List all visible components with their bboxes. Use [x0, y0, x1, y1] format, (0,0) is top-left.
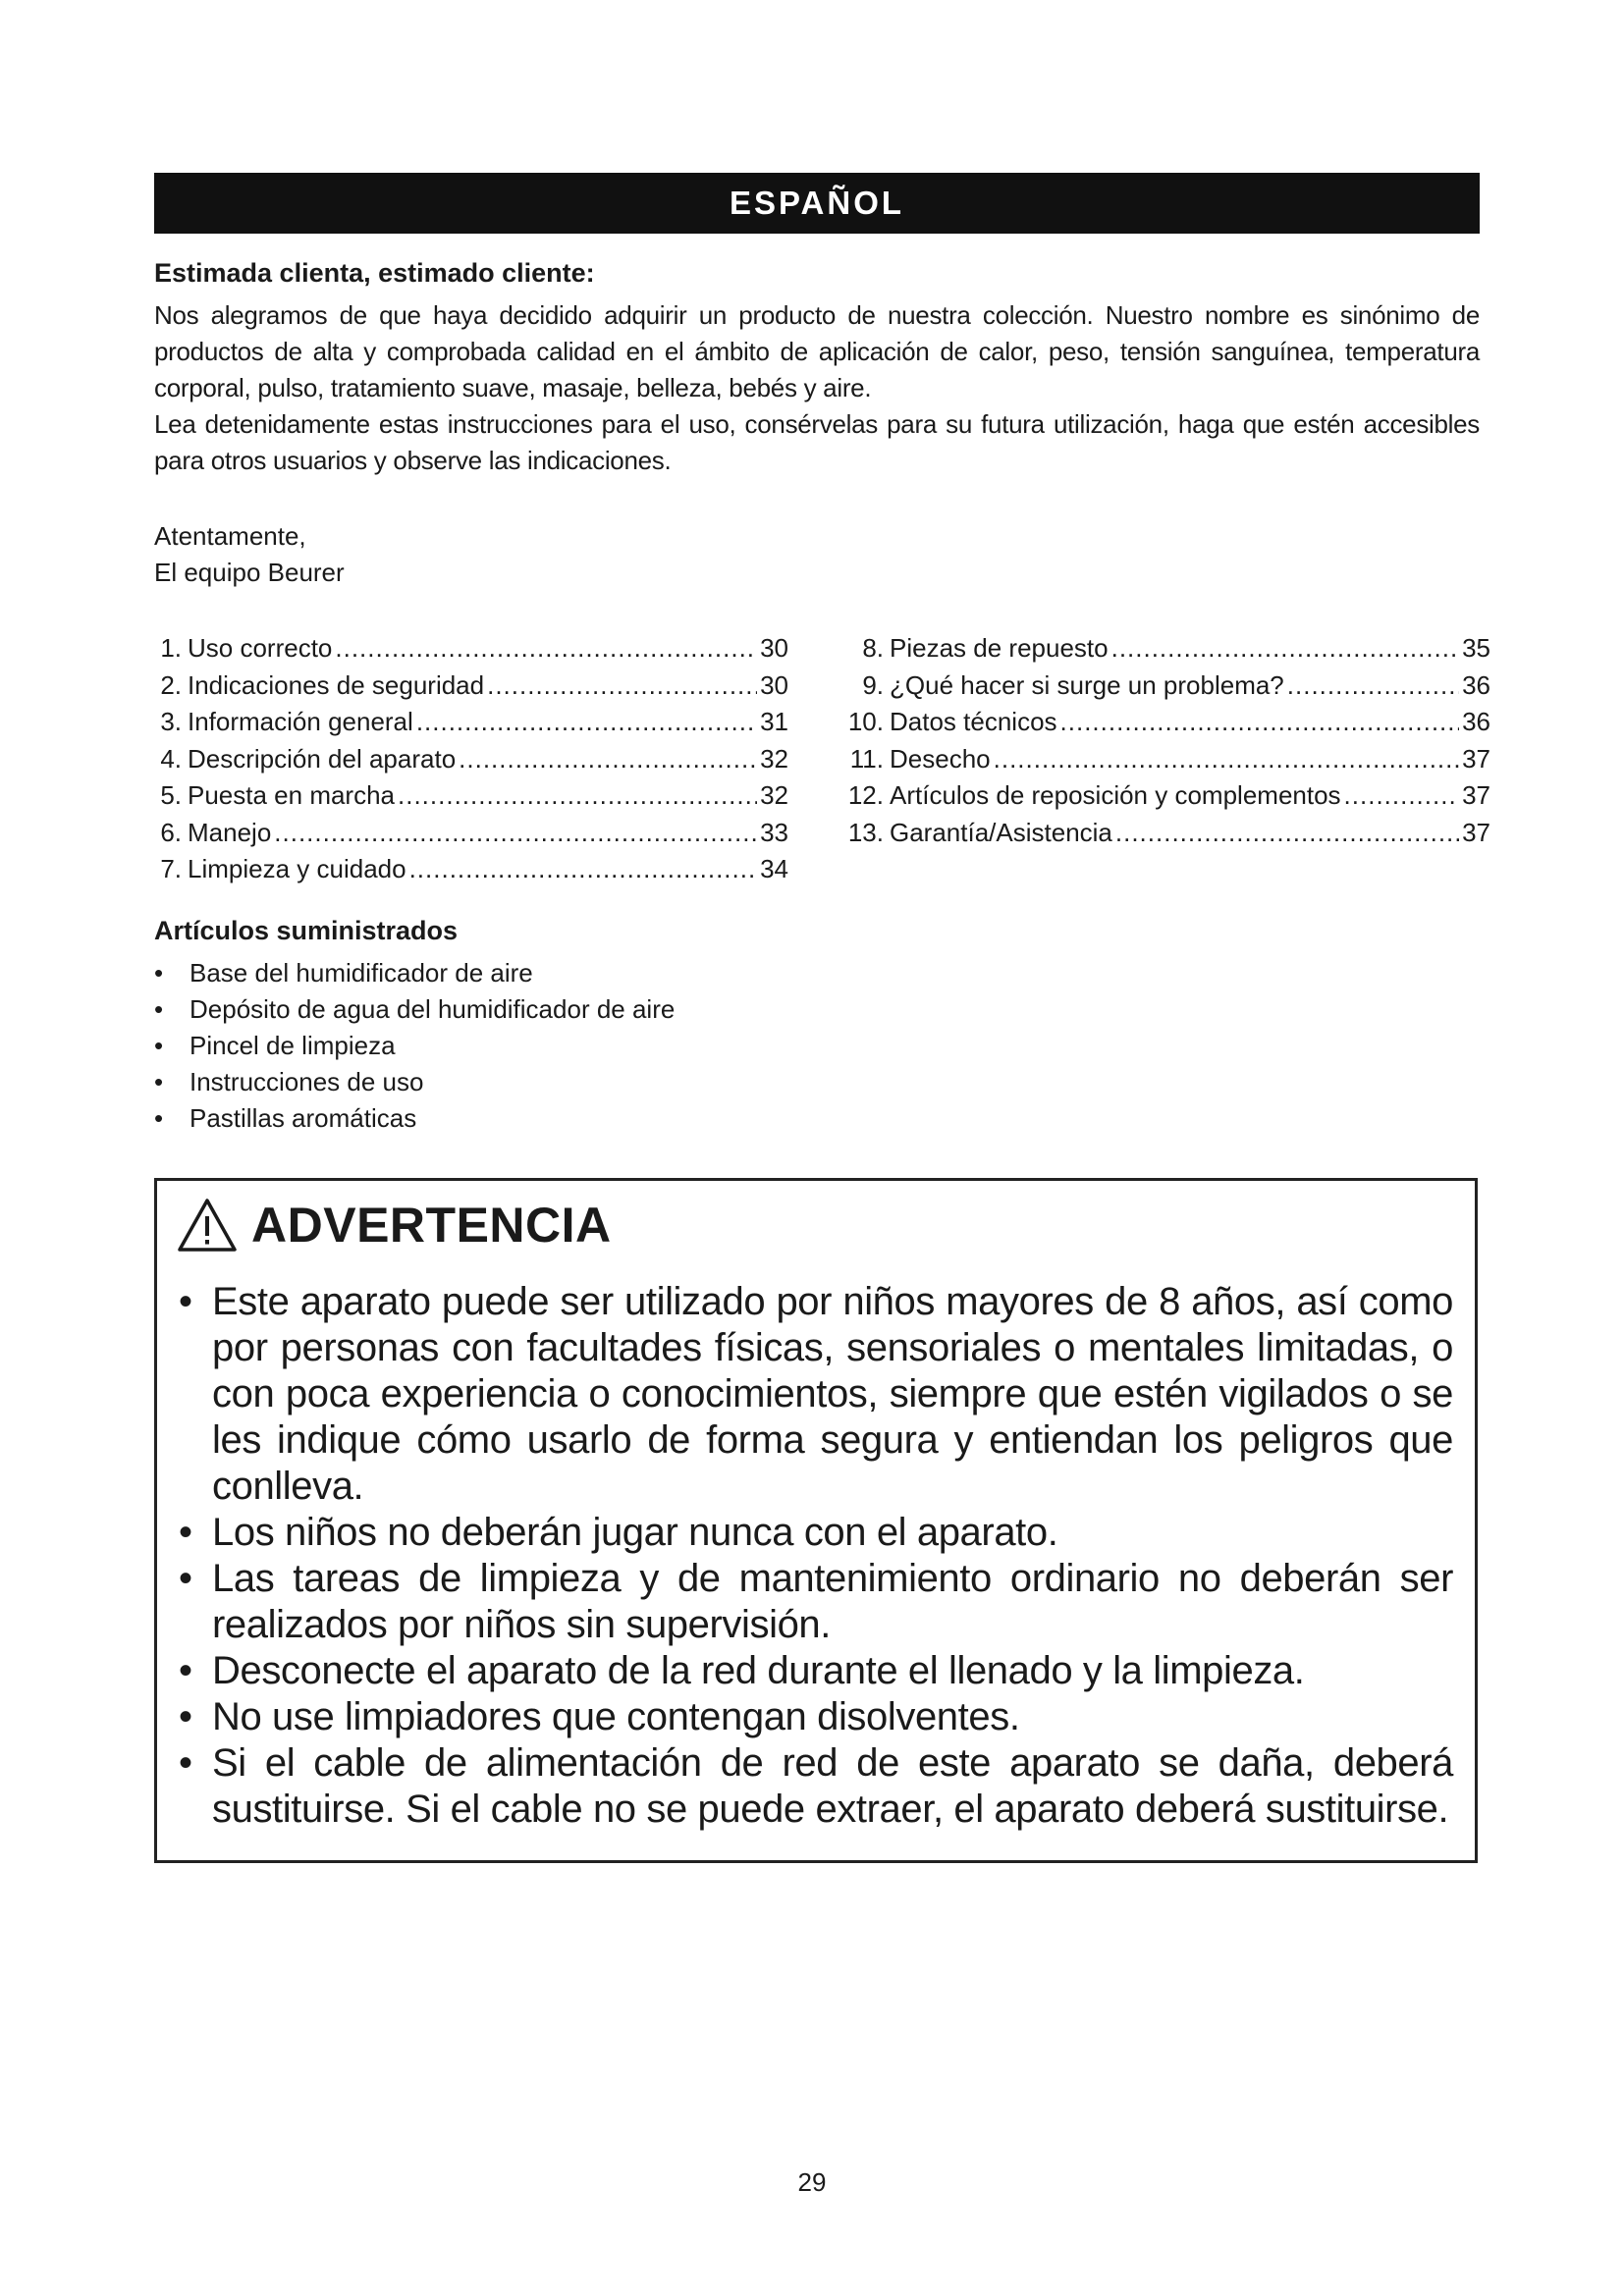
toc-title: ¿Qué hacer si surge un problema?	[890, 669, 1284, 700]
signoff-line: Atentamente,	[154, 521, 306, 551]
toc-entry	[833, 741, 1490, 778]
warning-item-text: Las tareas de limpieza y de mantenimiento ordinario no deberán ser realizados por niños sin supervisión.	[212, 1557, 1453, 1646]
intro-paragraph: Lea detenidamente estas instrucciones para el uso, consérvelas para su futura utilización, haga que estén accesibles para otros usuarios y observe las indicaciones.	[154, 409, 1480, 475]
bullet-icon: •	[154, 994, 164, 1024]
toc-entry	[150, 777, 788, 815]
toc-leader	[1060, 704, 1460, 741]
warning-list	[177, 1279, 1453, 1833]
bullet-icon: •	[179, 1280, 192, 1323]
toc-leader	[1111, 630, 1459, 667]
toc-number: 12.	[847, 780, 884, 810]
toc-number: 5.	[160, 780, 182, 810]
toc-number: 11.	[849, 743, 884, 774]
list-item	[154, 1100, 675, 1137]
bullet-icon: •	[179, 1649, 192, 1692]
toc-leader	[1344, 777, 1460, 815]
toc-page: 34	[760, 854, 788, 883]
bullet-icon: •	[154, 958, 164, 988]
toc-page: 32	[760, 780, 788, 810]
toc-title: Artículos de reposición y complementos	[890, 780, 1341, 810]
warning-item-text: Los niños no deberán jugar nunca con el aparato.	[212, 1511, 1058, 1554]
toc-entry	[150, 741, 788, 778]
toc-leader	[416, 704, 757, 741]
toc-leader	[1115, 815, 1459, 852]
signoff	[154, 518, 345, 591]
list-item-text: Pastillas aromáticas	[189, 1103, 417, 1133]
list-item	[154, 991, 675, 1028]
table-of-contents-left	[150, 630, 788, 888]
toc-number: 1.	[160, 633, 182, 663]
intro-paragraph: Nos alegramos de que haya decidido adquirir un producto de nuestra colección. Nuestro nombre es sinónimo de productos de alta y comprobada calidad en el ámbito de aplicación de calor, peso, tensión sanguínea, temperatura corporal, pulso, tratamiento suave, masaje, belleza, bebés y aire.	[154, 300, 1480, 402]
toc-title: Indicaciones de seguridad	[188, 669, 485, 700]
list-item	[154, 1028, 675, 1064]
intro-text	[154, 297, 1480, 479]
toc-title: Puesta en marcha	[188, 780, 396, 810]
warning-item	[177, 1694, 1453, 1740]
list-item	[154, 955, 675, 991]
toc-entry	[150, 851, 788, 888]
warning-item	[177, 1740, 1453, 1833]
toc-entry	[150, 630, 788, 667]
warning-item-text: Este aparato puede ser utilizado por niños mayores de 8 años, así como por personas con facultades físicas, sensoriales o mentales limitadas, o con poca experiencia o conocimientos, siempre que estén vigilados o se les indique cómo usarlo de forma segura y entiendan los peligros que conlleva.	[212, 1280, 1453, 1508]
toc-title: Datos técnicos	[890, 707, 1057, 736]
supplied-items-heading: Artículos suministrados	[154, 916, 459, 945]
bullet-icon: •	[154, 1103, 164, 1133]
toc-leader	[1287, 667, 1459, 705]
supplied-items-list	[154, 955, 675, 1137]
toc-number: 2.	[160, 669, 182, 700]
table-of-contents-right	[833, 630, 1490, 851]
toc-page: 31	[760, 707, 788, 736]
warning-item-text: Desconecte el aparato de la red durante el llenado y la limpieza.	[212, 1649, 1305, 1692]
warning-item	[177, 1556, 1453, 1648]
toc-number: 8.	[862, 633, 884, 663]
warning-item-text: No use limpiadores que contengan disolventes.	[212, 1695, 1020, 1738]
toc-title: Información general	[188, 707, 413, 736]
list-item-text: Base del humidificador de aire	[189, 958, 533, 988]
list-item	[154, 1064, 675, 1100]
toc-title: Uso correcto	[188, 633, 333, 663]
bullet-icon: •	[179, 1511, 192, 1554]
toc-title: Limpieza y cuidado	[188, 854, 406, 883]
list-item-text: Pincel de limpieza	[189, 1031, 396, 1060]
toc-leader	[398, 777, 757, 815]
toc-number: 9.	[862, 669, 884, 700]
toc-page: 30	[760, 669, 788, 700]
page-number: 29	[797, 2167, 827, 2197]
toc-page: 36	[1462, 669, 1490, 700]
language-header: ESPAÑOL	[154, 173, 1480, 234]
warning-title: ADVERTENCIA	[251, 1198, 612, 1253]
toc-page: 33	[760, 817, 788, 847]
toc-page: 36	[1462, 707, 1490, 736]
toc-page: 37	[1462, 817, 1490, 847]
warning-item-text: Si el cable de alimentación de red de este aparato se daña, deberá sustituirse. Si el cable no se puede extraer, el aparato deberá sustituirse.	[212, 1741, 1453, 1831]
warning-header	[177, 1197, 612, 1254]
toc-entry	[150, 815, 788, 852]
warning-item	[177, 1510, 1453, 1556]
warning-item	[177, 1648, 1453, 1694]
toc-entry	[833, 815, 1490, 852]
warning-item	[177, 1279, 1453, 1510]
warning-box	[154, 1178, 1478, 1863]
toc-title: Manejo	[188, 817, 272, 847]
bullet-icon: •	[154, 1067, 164, 1096]
greeting-heading: Estimada clienta, estimado cliente:	[154, 258, 595, 288]
toc-page: 37	[1462, 743, 1490, 774]
toc-entry	[833, 704, 1490, 741]
toc-number: 10.	[847, 707, 884, 736]
signoff-signature: El equipo Beurer	[154, 558, 345, 587]
toc-number: 3.	[160, 707, 182, 736]
bullet-icon: •	[154, 1031, 164, 1060]
toc-leader	[487, 667, 757, 705]
toc-page: 32	[760, 743, 788, 774]
toc-entry	[833, 777, 1490, 815]
bullet-icon: •	[179, 1557, 192, 1600]
toc-entry	[150, 704, 788, 741]
toc-title: Desecho	[890, 743, 991, 774]
toc-leader	[459, 741, 757, 778]
bullet-icon: •	[179, 1695, 192, 1738]
toc-leader	[335, 630, 757, 667]
toc-number: 13.	[847, 817, 884, 847]
toc-title: Garantía/Asistencia	[890, 817, 1112, 847]
toc-entry	[150, 667, 788, 705]
toc-number: 7.	[160, 854, 182, 883]
list-item-text: Depósito de agua del humidificador de aire	[189, 994, 676, 1024]
toc-page: 37	[1462, 780, 1490, 810]
toc-page: 35	[1462, 633, 1490, 663]
toc-title: Piezas de repuesto	[890, 633, 1109, 663]
toc-entry	[833, 630, 1490, 667]
toc-leader	[409, 851, 758, 888]
toc-entry	[833, 667, 1490, 705]
toc-number: 4.	[160, 743, 182, 774]
warning-triangle-icon	[177, 1198, 238, 1253]
toc-leader	[994, 741, 1459, 778]
toc-page: 30	[760, 633, 788, 663]
toc-number: 6.	[160, 817, 182, 847]
toc-title: Descripción del aparato	[188, 743, 457, 774]
list-item-text: Instrucciones de uso	[189, 1067, 424, 1096]
bullet-icon: •	[179, 1741, 192, 1785]
toc-leader	[274, 815, 757, 852]
